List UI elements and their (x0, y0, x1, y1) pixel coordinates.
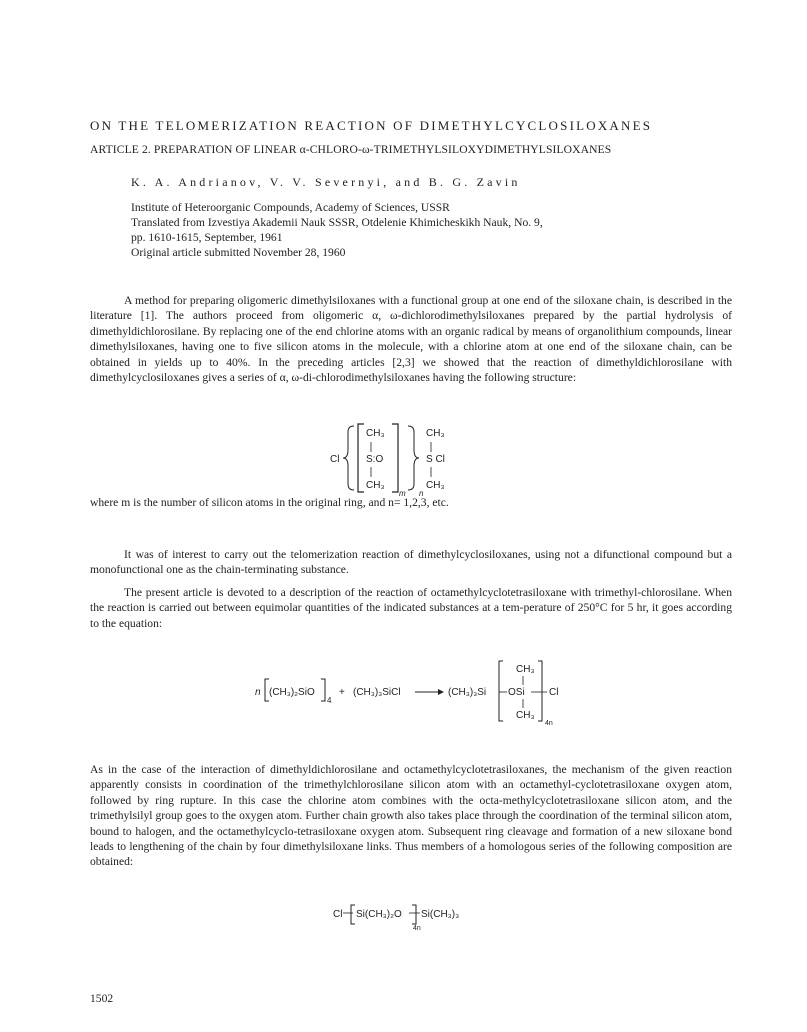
equation-reactant-chlorosilane: (CH₃)₃SiCl (353, 687, 401, 698)
formula3-repeat-unit: Si(CH₃)₂O (356, 909, 402, 920)
reaction-equation (255, 655, 585, 727)
equation-ch3-top: CH₃ (516, 664, 535, 675)
affiliation-submitted: Original article submitted November 28, 1960 (131, 246, 346, 259)
equation-reactant-cyclosiloxane: (CH₃)₂SiO (269, 687, 315, 698)
homologous-series-formula (333, 902, 483, 934)
equation-ch3-bottom: CH₃ (516, 710, 535, 721)
paragraph-present-article: The present article is devoted to a description of the reaction of octamethylcyclotetrasiloxane with trimethyl-chlorosilane. When the reaction is carried out between equimolar quantities of the indicated substances at a tem-perature of 250°C for 5 hr, it goes according to the equation: (90, 586, 732, 630)
formula3-right-bracket (412, 905, 416, 924)
equation-plus: + (339, 687, 345, 698)
article-subtitle: ARTICLE 2. PREPARATION OF LINEAR α-CHLORO-ω-TRIMETHYLSILOXYDIMETHYLSILOXANES (90, 143, 612, 156)
equation-osi: OSi (508, 687, 525, 698)
page-number: 1502 (90, 992, 114, 1005)
formula3-left-bracket (351, 905, 355, 924)
formula1-right-brace (408, 426, 419, 490)
formula1-outer-brace (343, 426, 354, 490)
affiliation-translation: Translated from Izvestiya Akademii Nauk SSSR, Otdelenie Khimicheskikh Nauk, No. 9, (131, 216, 543, 229)
affiliation-pages: pp. 1610-1615, September, 1961 (131, 231, 283, 244)
paragraph-interest: It was of interest to carry out the telomerization reaction of dimethylcyclosiloxanes, using not a difunctional compound but a monofunctional one as the chain-terminating substance. (90, 548, 732, 577)
formula1-ch3-top: CH₃ (366, 428, 385, 439)
equation-product-left-bracket (499, 661, 503, 721)
equation-arrow-icon (438, 689, 444, 695)
formula1-ch3-bottom-right: CH₃ (426, 480, 445, 491)
formula3-cl: Cl (333, 909, 343, 920)
equation-product-right-bracket (538, 661, 542, 721)
equation-n-coefficient: n (255, 687, 261, 698)
structure-formula-dichlorosiloxane (330, 420, 470, 498)
formula1-left-bracket (358, 424, 364, 492)
equation-right-bracket (321, 679, 325, 701)
formula1-ch3-top-right: CH₃ (426, 428, 445, 439)
formula1-si-cl: S Cl (426, 454, 445, 465)
paragraph-where: where m is the number of silicon atoms in the original ring, and n= 1,2,3, etc. (90, 496, 449, 509)
equation-product-trimethylsilyl: (CH₃)₃Si (448, 687, 487, 698)
article-title: ON THE TELOMERIZATION REACTION OF DIMETHYLCYCLOSILOXANES (90, 118, 653, 133)
formula1-ch3-bottom: CH₃ (366, 480, 385, 491)
formula1-cl: Cl (330, 454, 340, 465)
equation-subscript-4: 4 (327, 696, 332, 705)
authors: K. A. Andrianov, V. V. Severnyi, and B. G. Zavin (131, 175, 521, 189)
formula1-n-subscript: n (419, 489, 424, 498)
affiliation-institute: Institute of Heteroorganic Compounds, Academy of Sciences, USSR (131, 201, 450, 214)
formula3-end-group: Si(CH₃)₃ (421, 909, 460, 920)
paragraph-intro: A method for preparing oligomeric dimethylsiloxanes with a functional group at one end of the siloxane chain, is described in the literature [1]. The authors proceed from oligomeric α, ω-dichlorodimethylsiloxanes prepared by the partial hydrolysis of dimethyldichlorosilane. By replacing one of the end chlorine atoms with an organic radical by means of organolithium compounds, linear dimethylsiloxanes, having one to five silicon atoms in the molecule, with a chlorine atom at one end of the siloxane chain, can be obtained in yields up to 40%. In the preceding articles [2,3] we showed that the reaction of dimethyldichlorosilane with dimethylcyclosiloxanes gives a series of α, ω-di-chlorodimethylsiloxanes having the following structure: (90, 294, 732, 385)
paragraph-mechanism: As in the case of the interaction of dimethyldichlorosilane and octamethylcyclotetrasiloxanes, the mechanism of the given reaction apparently consists in coordination of the trimethylchlorosilane silicon atom with an octamethyl-cyclotetrasiloxane oxygen atom, followed by ring rupture. In this case the chlorine atom combines with the octa-methylcyclotetrasiloxane silicon atom, and the trimethylsilyl group goes to the oxygen atom. Further chain growth also takes place through the coordination of the terminal silicon atom, bound to halogen, and the octamethylcyclo-tetrasiloxane oxygen atom. Subsequent ring cleavage and formation of a new siloxane bond leads to lengthening of the chain by four dimethylsiloxane links. Thus members of a homologous series of the following composition are obtained: (90, 763, 732, 869)
equation-subscript-4n: 4n (545, 720, 553, 727)
formula1-si-o: S:O (366, 454, 384, 465)
formula1-m-subscript: m (399, 489, 406, 498)
formula3-subscript-4n: 4n (413, 925, 421, 932)
affiliation-block (131, 200, 751, 260)
formula1-right-bracket (392, 424, 398, 492)
equation-product-cl: Cl (549, 687, 559, 698)
